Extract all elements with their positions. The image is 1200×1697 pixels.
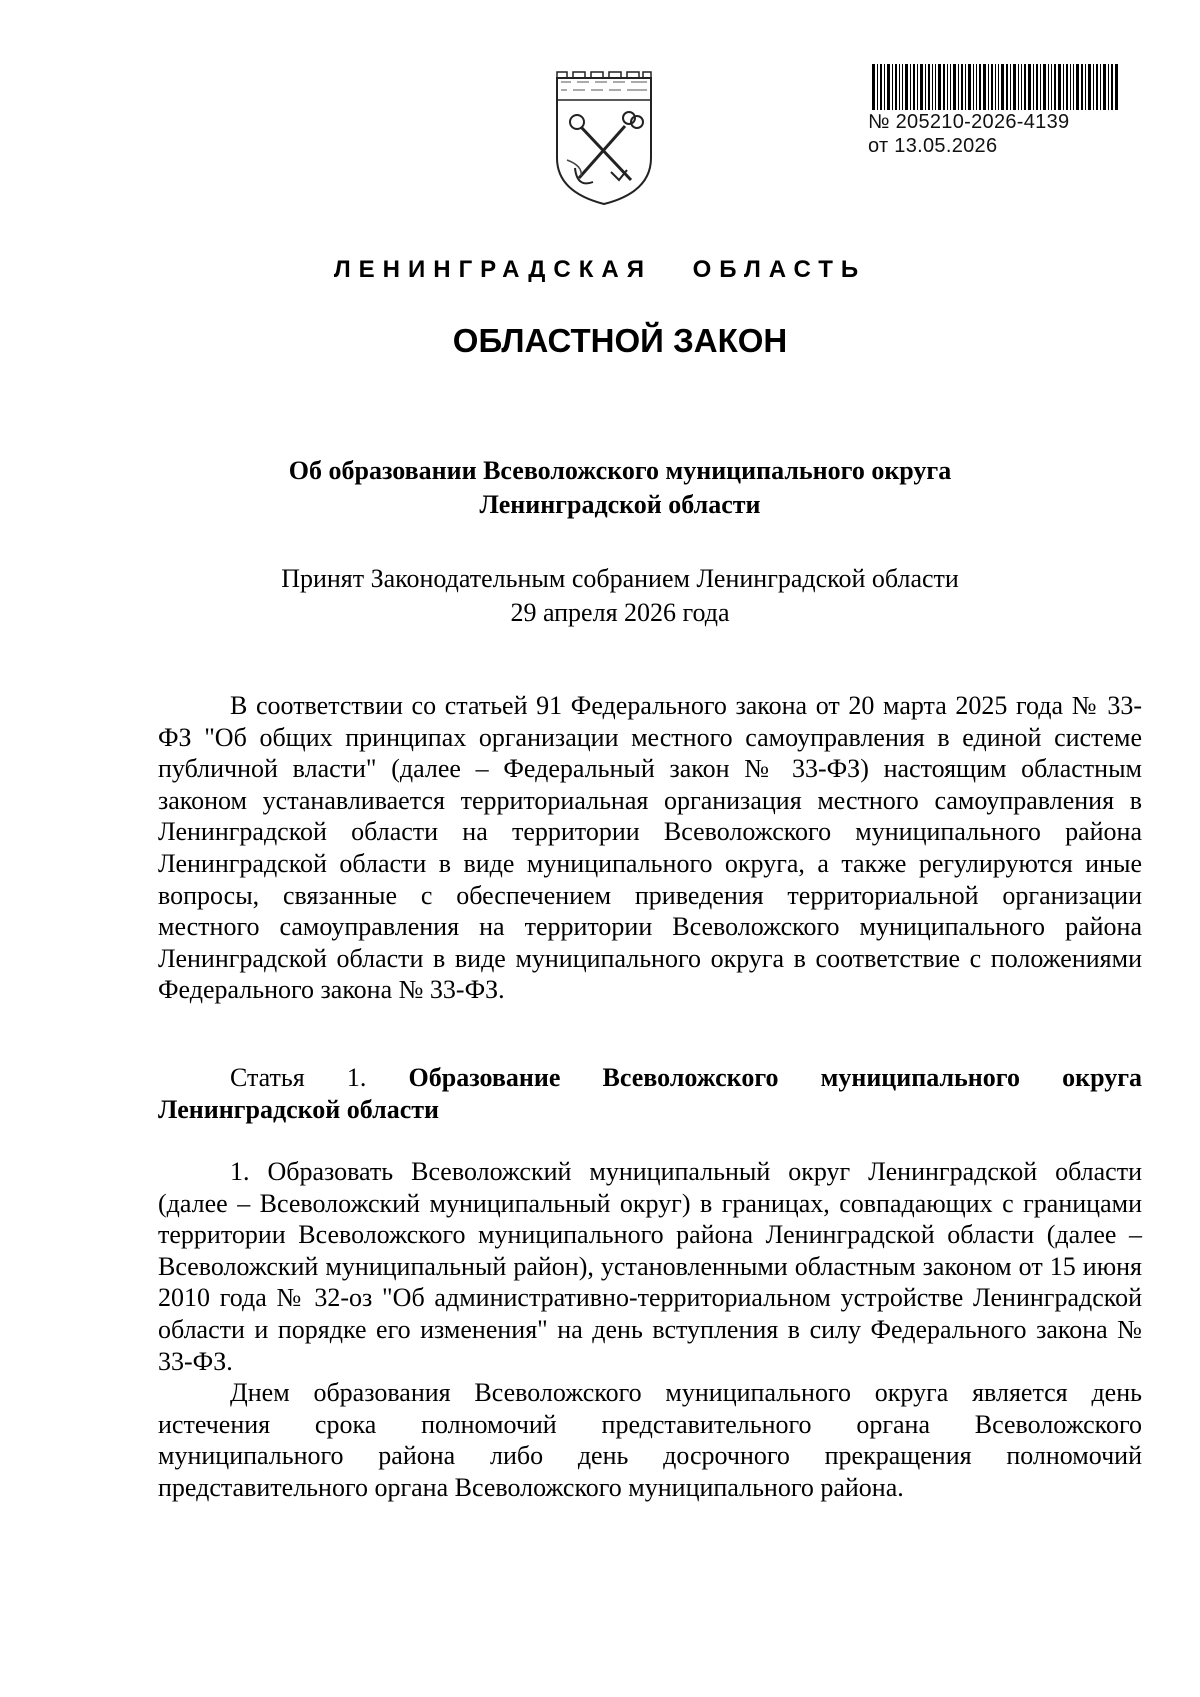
preamble-paragraph: В соответствии со статьей 91 Федерального закона от 20 марта 2025 года № 33-ФЗ "Об общих принципах организации местного самоуправления в единой системе публичной власти" (далее – Федеральный закон № 33-ФЗ) настоящим областным законом устанавливается территориальная организация местного самоуправления в Ленинградской области на территории Всеволожского муниципального района Ленинградской области в виде муниципального округа, а также регулируются иные вопросы, связанные с обеспечением приведения территориальной организации местного самоуправления на территории Всеволожского муниципального района Ленинградской области в виде муниципального округа в соответствие с положениями Федерального закона № 33-ФЗ. — [158, 691, 1142, 1005]
barcode — [870, 64, 1120, 110]
article-1-title: Образование Всеволожского муниципального округа Ленинградской области — [158, 1063, 1142, 1124]
article-1-body — [158, 1156, 1142, 1504]
region-name: ЛЕНИНГРАДСКАЯ ОБЛАСТЬ — [333, 256, 867, 283]
article-1-paragraph-2: Днем образования Всеволожского муниципального округа является день истечения срока полномочий представительного органа Всеволожского муниципального района либо день досрочного прекращения полномочий представительного органа Всеволожского муниципального района. — [158, 1378, 1142, 1502]
registration-date: от 13.05.2026 — [868, 135, 998, 157]
registration-number: № 205210-2026-4139 — [868, 111, 1070, 133]
law-type-heading: ОБЛАСТНОЙ ЗАКОН — [452, 322, 788, 359]
document-title-line-2: Ленинградской области — [479, 490, 761, 519]
article-1-label: Статья 1. — [230, 1063, 367, 1092]
coat-of-arms-emblem — [553, 70, 655, 206]
article-1-heading — [158, 1062, 1142, 1125]
adoption-note — [0, 562, 1200, 630]
document-title-line-1: Об образовании Всеволожского муниципального округа — [288, 456, 952, 485]
preamble — [158, 690, 1142, 1006]
adoption-note-line-1: Принят Законодательным собранием Ленинградской области — [281, 564, 959, 593]
article-1-paragraph-1: 1. Образовать Всеволожский муниципальный округ Ленинградской области (далее – Всеволожский муниципальный округ) в границах, совпадающих с границами территории Всеволожского муниципального района Ленинградской области (далее – Всеволожский муниципальный район), установленными областным законом от 15 июня 2010 года № 32-оз "Об административно-территориальном устройстве Ленинградской области и порядке его изменения" на день вступления в силу Федерального закона № 33-ФЗ. — [158, 1157, 1142, 1376]
registration-block — [868, 64, 1128, 158]
adoption-note-line-2: 29 апреля 2026 года — [510, 598, 730, 627]
document-title — [0, 454, 1200, 522]
